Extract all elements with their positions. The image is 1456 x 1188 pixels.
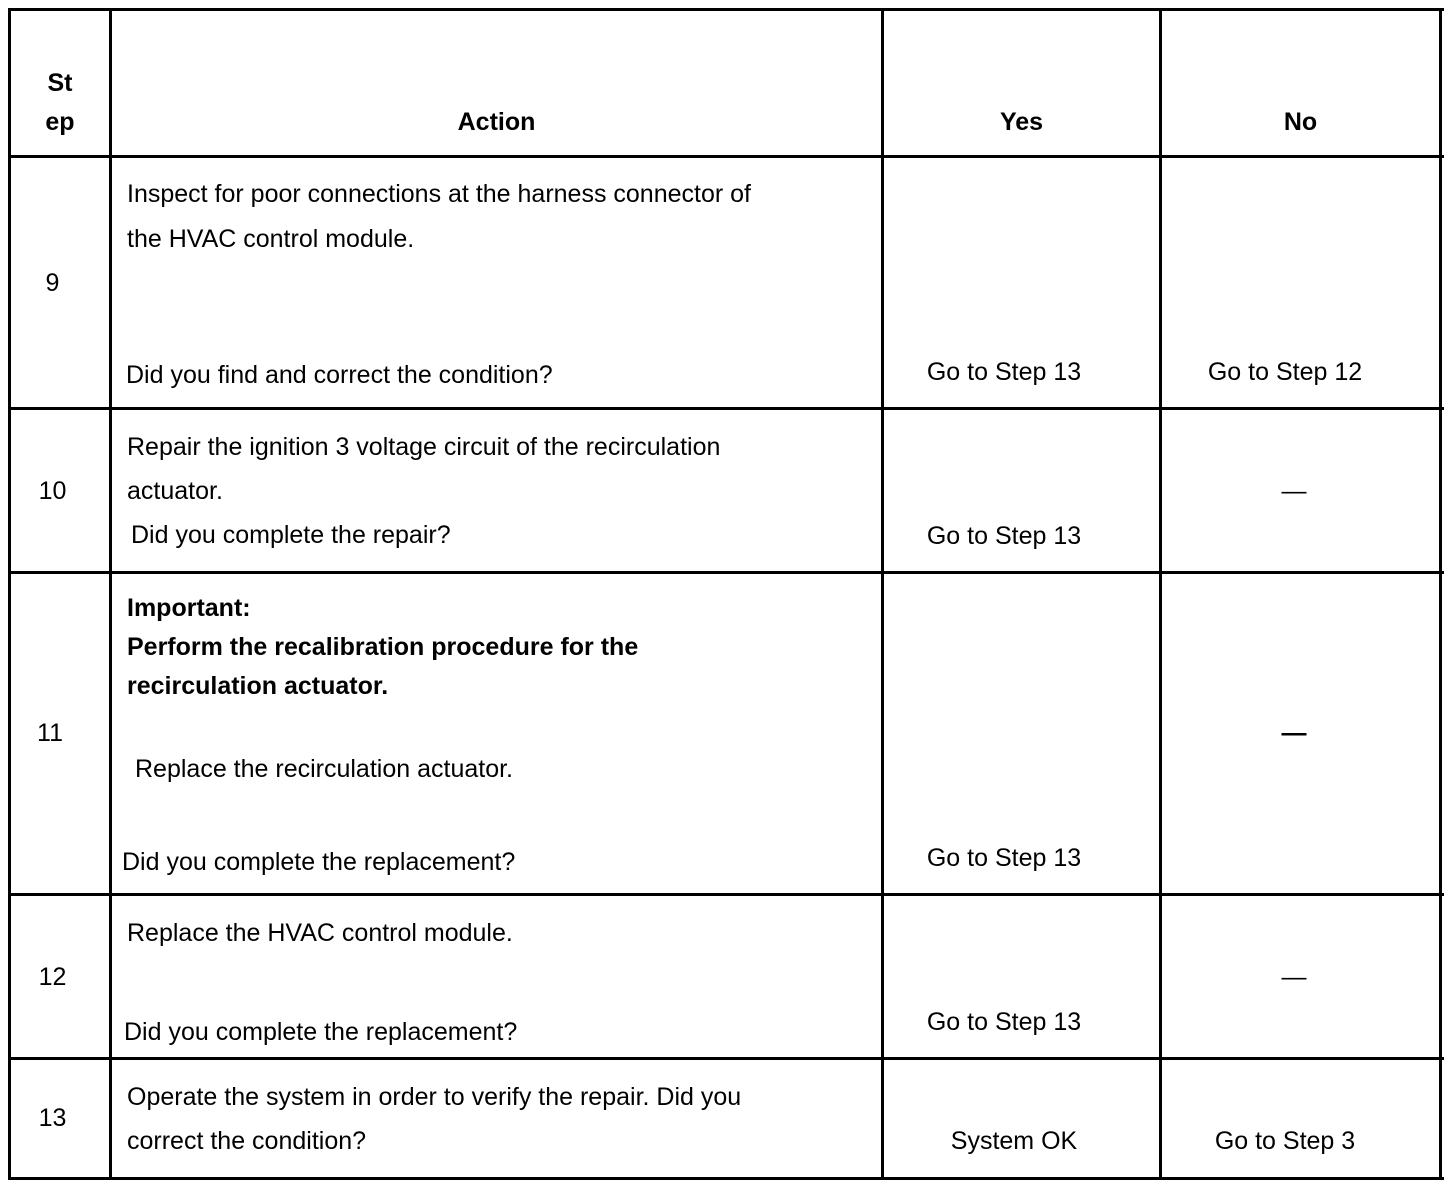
header-step-line2: ep xyxy=(45,108,75,136)
row-divider xyxy=(8,893,1444,896)
important-note: Perform the recalibration procedure for the xyxy=(127,633,639,661)
action-text: actuator. xyxy=(127,477,223,505)
action-text: Replace the recirculation actuator. xyxy=(135,755,513,783)
no-result: — xyxy=(1281,963,1307,991)
action-question: Did you complete the repair? xyxy=(131,521,451,549)
table-border-bottom xyxy=(8,1177,1444,1180)
column-divider xyxy=(109,8,112,1180)
no-result: — xyxy=(1281,719,1307,747)
action-text: Replace the HVAC control module. xyxy=(127,919,513,947)
action-text: Repair the ignition 3 voltage circuit of the recirculation xyxy=(127,433,721,461)
yes-result: Go to Step 13 xyxy=(926,358,1082,386)
yes-result: System OK xyxy=(950,1127,1078,1155)
table-border-left xyxy=(8,8,11,1180)
action-text: Inspect for poor connections at the harness connector of xyxy=(127,180,751,208)
step-number: 12 xyxy=(38,963,67,991)
column-divider xyxy=(1159,8,1162,1180)
no-result: Go to Step 3 xyxy=(1214,1127,1356,1155)
no-result: — xyxy=(1281,477,1307,505)
yes-result: Go to Step 13 xyxy=(926,522,1082,550)
step-number: 10 xyxy=(38,477,67,505)
yes-result: Go to Step 13 xyxy=(926,1008,1082,1036)
action-question: Did you complete the replacement? xyxy=(122,848,516,876)
header-action: Action xyxy=(457,108,536,136)
row-divider xyxy=(8,571,1444,574)
header-yes: Yes xyxy=(999,108,1044,136)
row-divider xyxy=(8,1057,1444,1060)
step-number: 13 xyxy=(38,1104,67,1132)
row-divider xyxy=(8,407,1444,410)
step-number: 11 xyxy=(37,719,63,747)
action-text: the HVAC control module. xyxy=(127,225,415,253)
column-divider xyxy=(881,8,884,1180)
action-question: Did you complete the replacement? xyxy=(124,1018,518,1046)
header-no: No xyxy=(1283,108,1318,136)
table-border-right xyxy=(1439,8,1442,1180)
step-number: 9 xyxy=(45,269,60,297)
action-text: correct the condition? xyxy=(127,1127,367,1155)
no-result: Go to Step 12 xyxy=(1207,358,1363,386)
action-question: Did you find and correct the condition? xyxy=(126,361,553,389)
important-label: Important: xyxy=(127,594,251,622)
header-step-line1: St xyxy=(47,69,73,97)
row-divider xyxy=(8,155,1444,158)
important-note: recirculation actuator. xyxy=(127,672,389,700)
action-text: Operate the system in order to verify the repair. Did you xyxy=(127,1083,742,1111)
yes-result: Go to Step 13 xyxy=(926,844,1082,872)
table-border-top xyxy=(8,8,1444,11)
